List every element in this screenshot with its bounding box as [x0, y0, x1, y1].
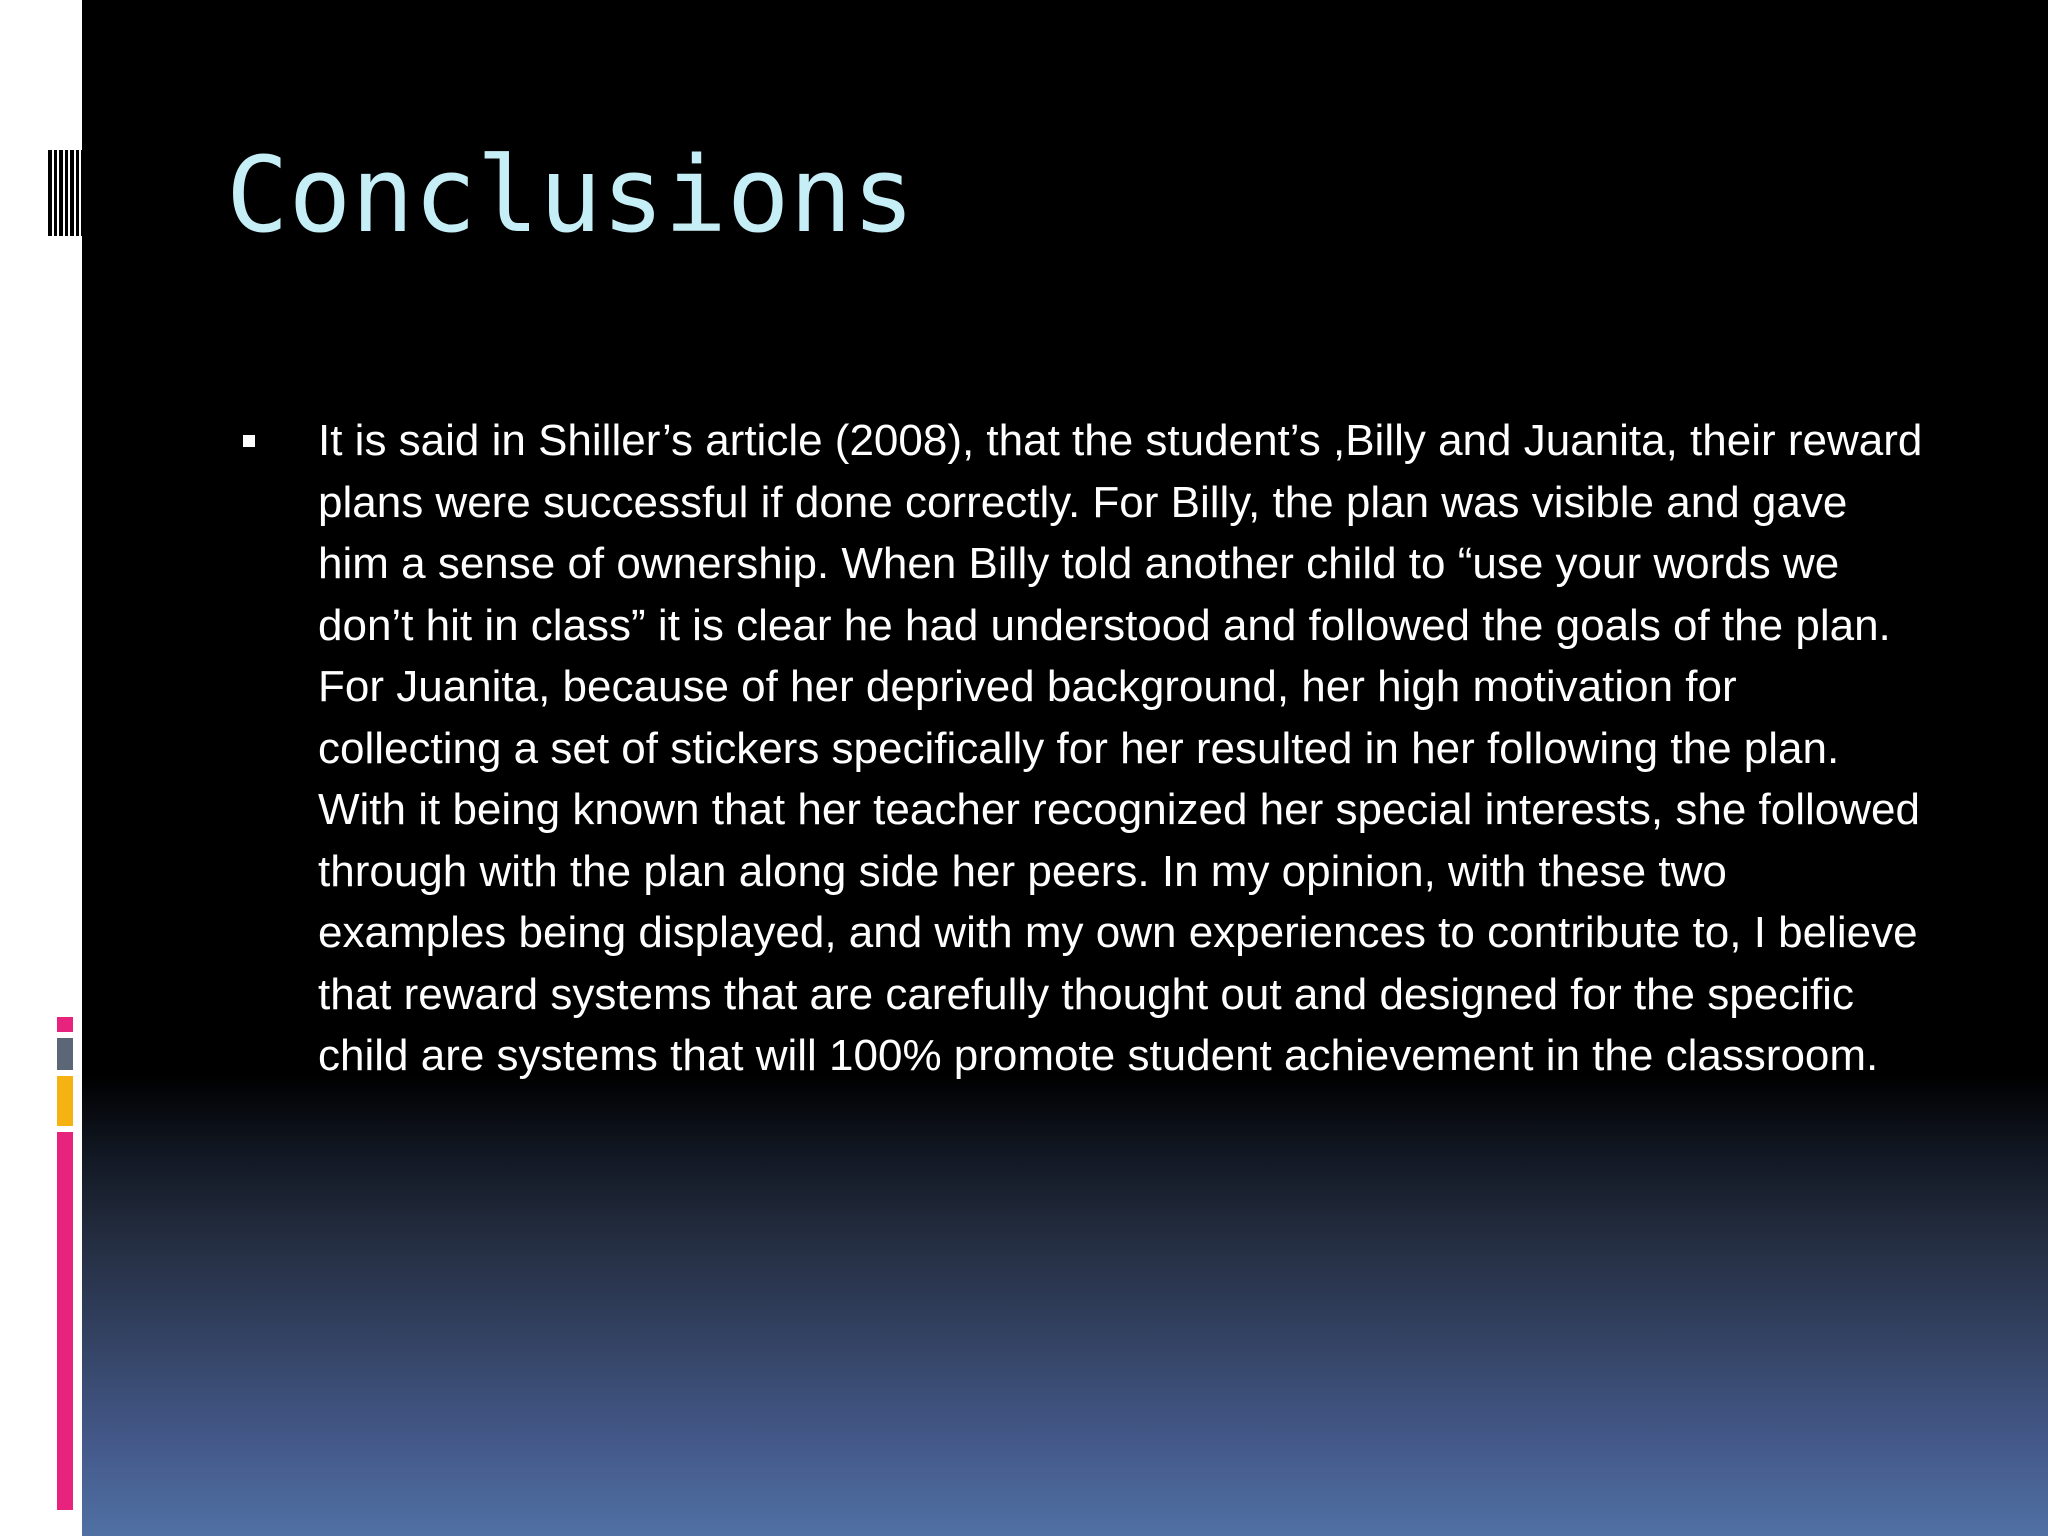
bullet-item: [243, 410, 1923, 1087]
accent-bar-pink-small: [57, 1017, 73, 1032]
slide-title: Conclusions: [226, 134, 915, 256]
accent-bar-gray: [57, 1038, 73, 1070]
bullet-text: It is said in Shiller’s article (2008), that the student’s ,Billy and Juanita, their reward plans were successful if done correctly. For Billy, the plan was visible and gave him a sense of ownership. When Billy told another child to “use your words we don’t hit in class” it is clear he had understood and followed the goals of the plan. For Juanita, because of her deprived background, her high motivation for collecting a set of stickers specifically for her resulted in her following the plan. With it being known that her teacher recognized her special interests, she followed through with the plan along side her peers. In my opinion, with these two examples being displayed, and with my own experiences to contribute to, I believe that reward systems that are carefully thought out and designed for the specific child are systems that will 100% promote student achievement in the classroom.: [318, 416, 1923, 1080]
accent-bar-pink-long: [57, 1132, 73, 1510]
square-bullet-icon: [243, 435, 255, 447]
decorative-stripes: [48, 150, 82, 236]
slide-body: [243, 410, 1923, 1087]
accent-bar-yellow: [57, 1076, 73, 1126]
